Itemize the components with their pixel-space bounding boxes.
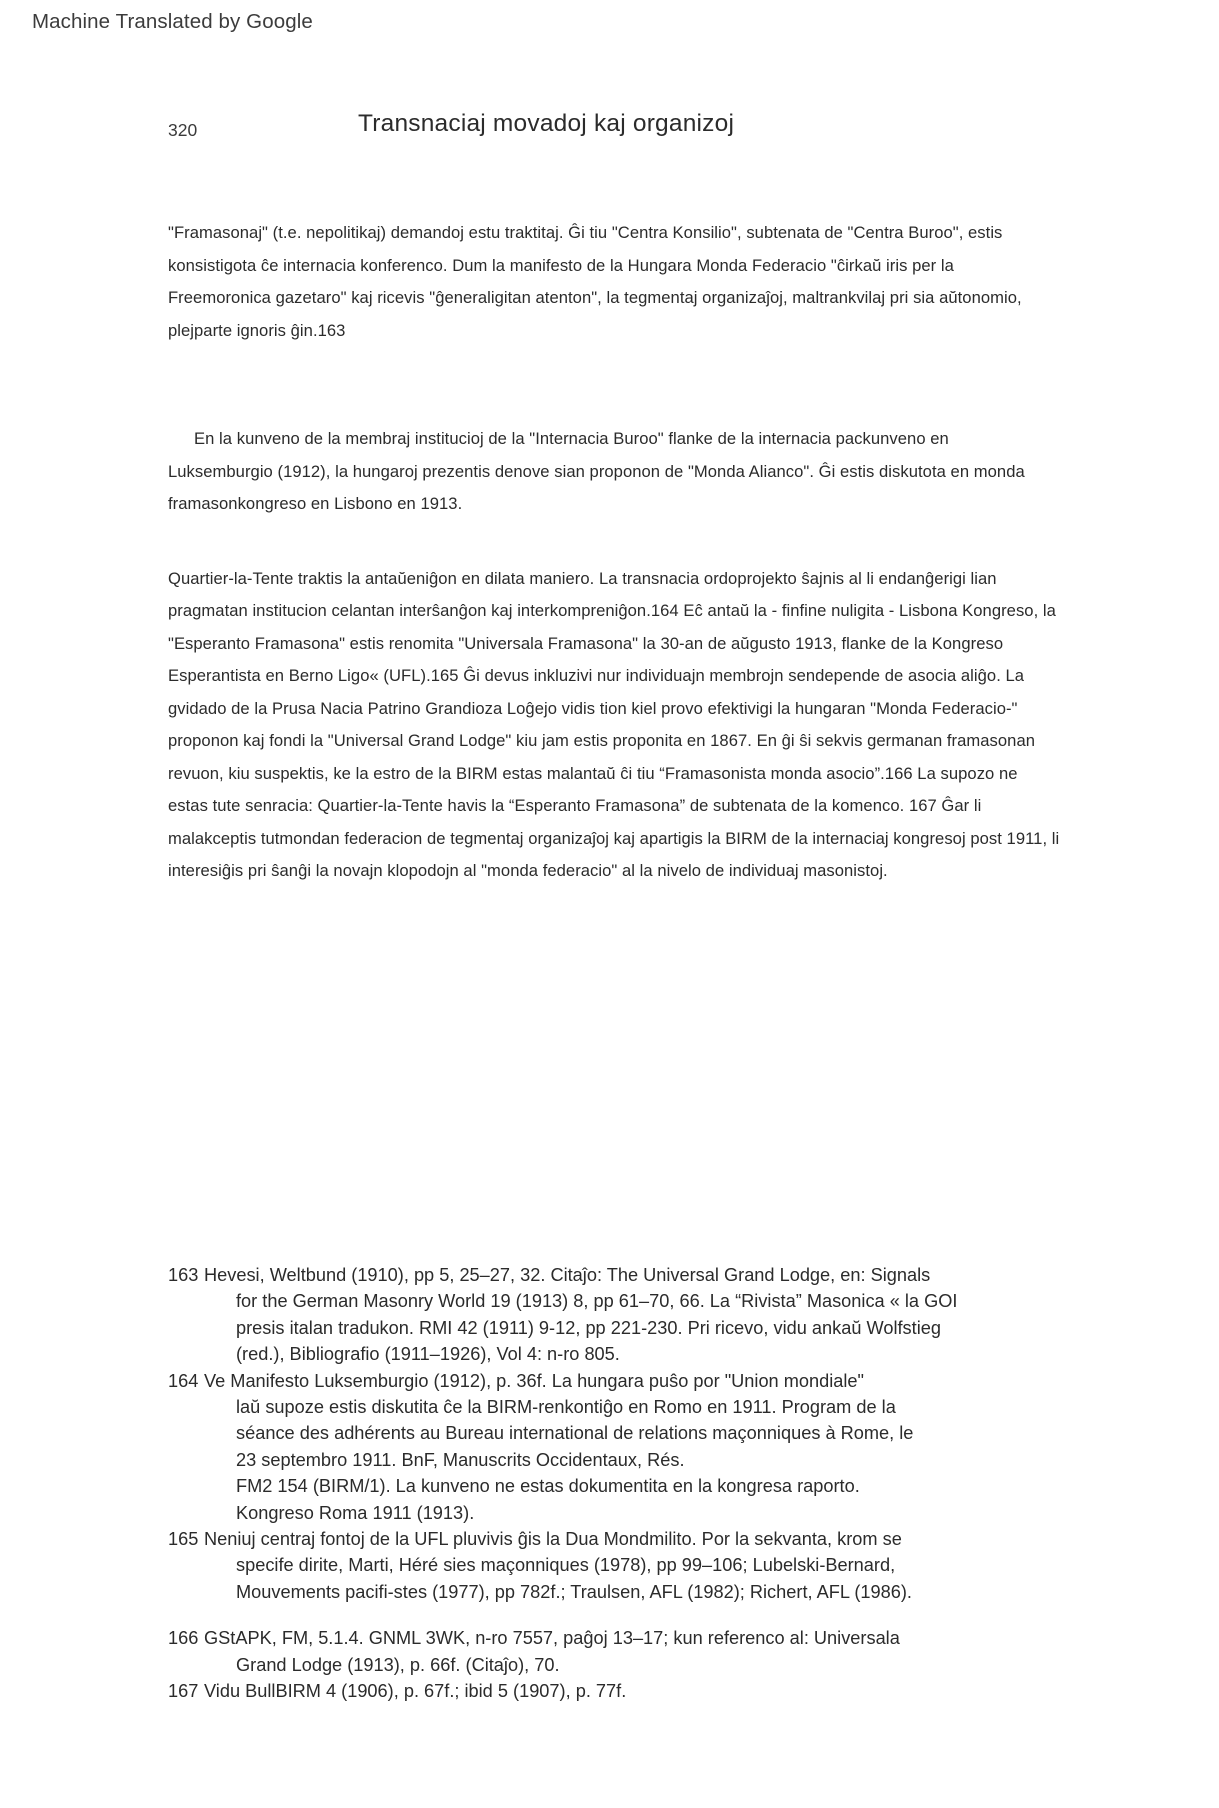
footnote-line: Vidu BullBIRM 4 (1906), p. 67f.; ibid 5 (1907), p. 77f. bbox=[204, 1681, 627, 1702]
footnote-line: for the German Masonry World 19 (1913) 8, pp 61–70, 66. La “Rivista” Masonica « la GOI bbox=[236, 1291, 958, 1312]
footnote-line: GStAPK, FM, 5.1.4. GNML 3WK, n-ro 7557, paĝoj 13–17; kun referenco al: Universala bbox=[204, 1628, 900, 1649]
footnote-line: FM2 154 (BIRM/1). La kunveno ne estas dokumentita en la kongresa raporto. bbox=[236, 1476, 860, 1497]
footnote-number: 166 bbox=[168, 1628, 199, 1649]
footnote-number: 163 bbox=[168, 1265, 199, 1285]
footnote-line: Hevesi, Weltbund (1910), pp 5, 25–27, 32. Citaĵo: The Universal Grand Lodge, en: Signals bbox=[204, 1265, 931, 1285]
footnote-167 bbox=[168, 1678, 1068, 1704]
footnote-165 bbox=[168, 1526, 1068, 1605]
paragraph-1: "Framasonaj" (t.e. nepolitikaj) demandoj estu traktitaj. Ĝi tiu "Centra Konsilio", subtenata de "Centra Buroo", estis konsistigota ĉe internacia konferenco. Dum la manifesto de la Hungara Monda Federacio "ĉirkaŭ iris per la Freemoronica gazetaro" kaj ricevis "ĝeneraligitan atenton", la tegmentaj organizaĵoj, maltrankvilaj pri sia aŭtonomio, plejparte ignoris ĝin.163 bbox=[168, 223, 1022, 340]
footnote-line: Mouvements pacifi-stes (1977), pp 782f.; Traulsen, AFL (1982); Richert, AFL (1986). bbox=[236, 1581, 912, 1602]
footnote-line: specife dirite, Marti, Héré sies maçonniques (1978), pp 99–106; Lubelski-Bernard, bbox=[236, 1555, 896, 1576]
footnote-line: Neniuj centraj fontoj de la UFL pluvivis ĝis la Dua Mondmilito. Por la sekvanta, krom se bbox=[204, 1529, 902, 1550]
footnotes-section bbox=[168, 1262, 1068, 1705]
paragraph-3: Quartier-la-Tente traktis la antaŭeniĝon en dilata maniero. La transnacia ordoprojekto ŝajnis al li endanĝerigi lian pragmatan institucion celantan interŝanĝon kaj interkompreniĝon.164 Eĉ antaŭ la - finfine nuligita - Lisbona Kongreso, la "Esperanto Framasona" estis renomita "Universala Framasona" la 30-an de aŭgusto 1913, flanke de la Kongreso Esperantista en Berno Ligo« (UFL).165 Ĝi devus inkluzivi nur individuajn membrojn sendepende de asocia aliĝo. La gvidado de la Prusa Nacia Patrino Grandioza Loĝejo vidis tion kiel provo efektivigi la hungaran "Monda Federacio-" proponon kaj fondi la "Universal Grand Lodge" kiu jam estis proponita en 1867. En ĝi ŝi sekvis germanan framasonan revuon, kiu suspektis, ke la estro de la BIRM estas malantaŭ ĉi tiu “Framasonista monda asocio”.166 La supozo ne estas tute senracia: Quartier-la-Tente havis la “Esperanto Framasona” de subtenata de la komenco. 167 Ĝar li malakceptis tutmondan federacion de tegmentaj organizaĵoj kaj apartigis la BIRM de la internaciaj kongresoj post 1911, li interesiĝis pri ŝanĝi la novajn klopodojn al "monda federacio" al la nivelo de individuaj masonistoj. bbox=[168, 568, 1060, 880]
footnote-text bbox=[204, 1678, 1068, 1704]
footnote-line: Ve Manifesto Luksemburgio (1912), p. 36f. La hungara puŝo por "Union mondiale" bbox=[204, 1370, 864, 1391]
footnote-text bbox=[204, 1262, 1068, 1368]
footnote-number: 165 bbox=[168, 1529, 199, 1550]
footnote-text bbox=[204, 1625, 1068, 1678]
footnote-line: séance des adhérents au Bureau international de relations maçonniques à Rome, le bbox=[236, 1423, 914, 1444]
footnote-line: (red.), Bibliografio (1911–1926), Vol 4: n-ro 805. bbox=[236, 1344, 620, 1365]
paragraph-2: En la kunveno de la membraj institucioj de la "Internacia Buroo" flanke de la internacia packunveno en Luksemburgio (1912), la hungaroj prezentis denove sian proponon de "Monda Alianco". Ĝi estis diskutota en monda framasonkongreso en Lisbono en 1913. bbox=[168, 429, 1025, 513]
footnote-number: 164 bbox=[168, 1370, 199, 1391]
footnote-163 bbox=[168, 1262, 1068, 1368]
page-number: 320 bbox=[168, 120, 198, 140]
machine-translation-banner: Machine Translated by Google bbox=[32, 10, 313, 33]
footnote-number: 167 bbox=[168, 1681, 199, 1702]
footnote-line: 23 septembro 1911. BnF, Manuscrits Occidentaux, Rés. bbox=[236, 1449, 685, 1470]
footnote-line: presis italan tradukon. RMI 42 (1911) 9-12, pp 221-230. Pri ricevo, vidu ankaŭ Wolfstieg bbox=[236, 1317, 941, 1338]
footnote-text bbox=[204, 1526, 1068, 1605]
page-content bbox=[168, 110, 1063, 888]
page-header bbox=[168, 110, 1063, 154]
footnote-line: laŭ supoze estis diskutita ĉe la BIRM-renkontiĝo en Romo en 1911. Program de la bbox=[236, 1397, 896, 1418]
footnote-line: Grand Lodge (1913), p. 66f. (Citaĵo), 70. bbox=[236, 1654, 560, 1675]
footnote-line: Kongreso Roma 1911 (1913). bbox=[236, 1502, 475, 1523]
footnote-text bbox=[204, 1368, 1068, 1526]
footnote-spacer bbox=[168, 1605, 1068, 1625]
footnote-166 bbox=[168, 1625, 1068, 1678]
running-title: Transnaciaj movadoj kaj organizoj bbox=[358, 110, 735, 137]
footnote-164 bbox=[168, 1368, 1068, 1526]
